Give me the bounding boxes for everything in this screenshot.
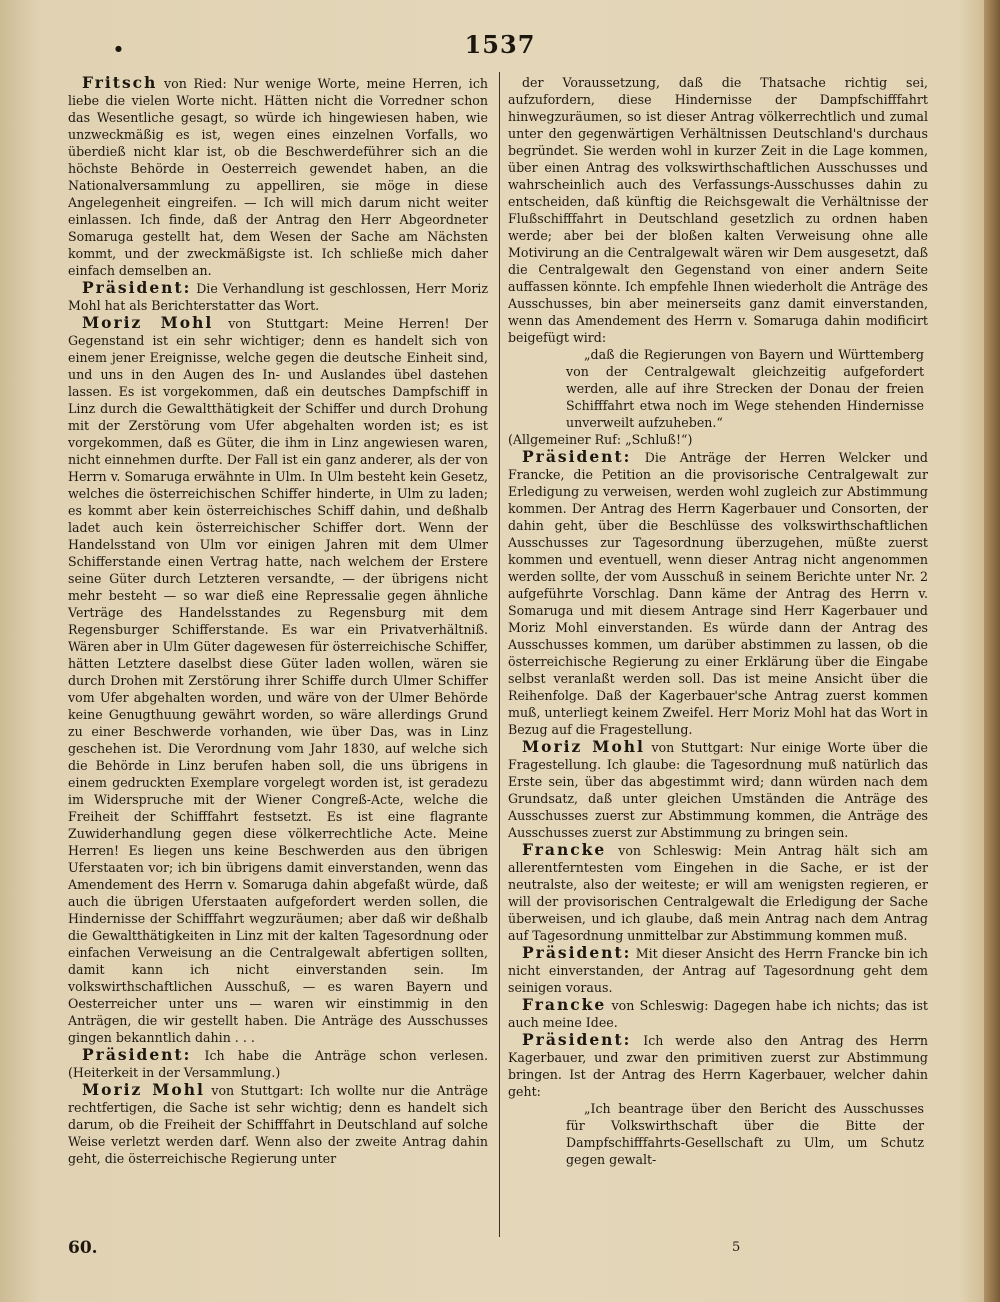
paragraph [508,944,928,996]
paragraph-text: „daß die Regierungen von Bayern und Württemberg von der Centralgewalt gleichzeitig aufgefordert werden, alle auf ihre Strecken der Donau der freien Schifffahrt etwa noch im Wege stehenden Hindernisse unverweilt aufzuheben.“ [566,347,924,430]
column-divider [499,72,500,1237]
speaker-name: Fritsch [82,73,158,92]
paragraph [68,314,488,1046]
paragraph [68,1046,488,1081]
paragraph-text: (Allgemeiner Ruf: „Schluß!“) [508,432,693,447]
paragraph [508,841,928,944]
paragraph [508,74,928,346]
signature-mark-right: 5 [732,1240,741,1255]
paragraph [508,448,928,738]
speaker-name: Präsident: [522,1030,632,1049]
paragraph [566,1100,924,1168]
paragraph [68,1081,488,1167]
paragraph-text: Ich werde also den Antrag des Herrn Kagerbauer, und zwar den primitiven zuerst zur Abstimmung bringen. Ist der Antrag des Herrn Kagerbauer, welcher dahin geht: [508,1033,928,1099]
paragraph-text: von Schleswig: Dagegen habe ich nichts; das ist auch meine Idee. [508,998,928,1030]
paragraph [566,346,924,431]
speaker-name: Moriz Mohl [82,1080,205,1099]
right-column [508,74,928,1168]
speaker-name: Präsident: [82,1045,192,1064]
paragraph-text: von Stuttgart: Meine Herren! Der Gegenstand ist ein sehr wichtiger; denn es handelt sich von einem jener Ereignisse, welche gegen die deutsche Einheit sind, und uns in den Augen des In- und Auslandes übel dastehen lassen. Es ist vorgekommen, daß ein deutsches Dampfschiff in Linz durch die Gewaltthätigkeit der Schiffer und durch Drohung mit der Zerstörung vom Ufer abgehalten worden ist; es ist vorgekommen, daß es Güter, die ihm in Linz angewiesen waren, nicht einnehmen durfte. Der Fall ist ein ganz anderer, als der von Herrn v. Somaruga erwähnte in Ulm. In Ulm besteht kein Gesetz, welches die österreichischen Schiffer hinderte, in Ulm zu laden; es kommt aber kein österreichisches Schiff dahin, und deßhalb ladet auch kein österreichischer Schiffer dort. Wenn der Handelsstand von Ulm vor einigen Jahren mit dem Ulmer Schifferstande einen Vertrag hatte, nach welchem der Erstere seine Güter durch Letzteren versandte, — der übrigens nicht mehr besteht — so war dieß eine Repressalie gegen ähnliche Verträge des Handelsstandes zu Regensburg mit dem Regensburger Schifferstande. Es war ein Privatverhältniß. Wären aber in Ulm Güter dagewesen für österreichische Schiffer, hätten Letztere daselbst diese Güter laden wollen, wären sie durch Drohen mit Zerstörung ihrer Schiffe durch Ulmer Schiffer vom Ufer abgehalten worden, und wäre von der Ulmer Behörde keine Genugthuung gewährt worden, so wäre allerdings Grund zu einer Beschwerde vorhanden, wie über Das, was in Linz geschehen ist. Die Verordnung vom Jahr 1830, auf welche sich die Behörde in Linz berufen haben soll, die uns übrigens in einem gedruckten Exemplare vorgelegt worden ist, ist geradezu im Widerspruche mit der Wiener Congreß-Acte, welche die Freiheit der Schifffahrt festsetzt. Es ist eine flagrante Zuwiderhandlung gegen diese völkerrechtliche Acte. Meine Herren! Es liegen uns keine Beschwerden aus den übrigen Uferstaaten vor; ich bin übrigens damit einverstanden, wenn das Amendement des Herrn v. Somaruga dahin abgefaßt würde, daß auch die übrigen Uferstaaten aufgefordert werden sollen, die Hindernisse der Schifffahrt wegzuräumen; aber daß wir deßhalb die Gewaltthätigkeiten in Linz mit der kalten Tagesordnung oder einfachen Verweisung an die Centralgewalt abfertigen sollten, damit kann ich nicht einverstanden sein. Im volkswirthschaftlichen Ausschuß, — es waren Bayern und Oesterreicher unter uns — waren wir einstimmig in den Anträgen, die wir gestellt haben. Die Anträge des Ausschusses gingen bekanntlich dahin . . . [68,316,488,1045]
paragraph [508,1031,928,1100]
book-spine-edge [984,0,1000,1302]
paragraph [68,279,488,314]
paragraph-text: Ich habe die Anträge schon verlesen. (Heiterkeit in der Versammlung.) [68,1048,488,1080]
page-number: 1537 [464,30,536,59]
paragraph-text: „Ich beantrage über den Bericht des Ausschusses für Volkswirthschaft über die Bitte der Dampfschifffahrts-Gesellschaft zu Ulm, um Schutz gegen gewalt- [566,1101,924,1167]
paragraph-text: Die Anträge der Herren Welcker und Francke, die Petition an die provisorische Centralgewalt zur Erledigung zu verweisen, werden wohl zugleich zur Abstimmung kommen. Der Antrag des Herrn Kagerbauer und Consorten, der dahin geht, über die Beschlüsse des volkswirthschaftlichen Ausschusses zur Tagesordnung überzugehen, müßte zuerst kommen und eventuell, wenn dieser Antrag nicht angenommen werden sollte, der vom Ausschuß in seinem Berichte unter Nr. 2 aufgeführte Vorschlag. Dann käme der Antrag des Herrn v. Somaruga und mit diesem Antrage sind Herr Kagerbauer und Moriz Mohl einverstanden. Es würde dann der Antrag des Ausschusses kommen, um darüber abstimmen zu lassen, ob die österreichische Regierung zu einer Erklärung über die Eingabe selbst veranlaßt werden soll. Das ist meine Ansicht über die Reihenfolge. Daß der Kagerbauer'sche Antrag zuerst kommen muß, unterliegt keinem Zweifel. Herr Moriz Mohl hat das Wort in Bezug auf die Fragestellung. [508,450,928,737]
left-column [68,74,488,1167]
speaker-name: Francke [522,995,607,1014]
paragraph-text: von Schleswig: Mein Antrag hält sich am allerentferntesten vom Eingehen in die Sache, er ist der neutralste, also der weiteste; er will am wenigsten regieren, er will der provisorischen Centralgewalt die Erledigung der Sache überweisen, und ich glaube, daß mein Antrag nach dem Antrag auf Tagesordnung unmittelbar zur Abstimmung kommen muß. [508,843,928,943]
paragraph-text: von Stuttgart: Ich wollte nur die Anträge rechtfertigen, die Sache ist sehr wichtig; denn es handelt sich darum, ob die Freiheit der Schifffahrt in Deutschland auf solche Weise verletzt werden darf. Wenn also der zweite Antrag dahin geht, die österreichische Regierung unter [68,1083,488,1166]
speaker-name: Präsident: [82,278,192,297]
margin-mark: ● [115,44,122,53]
paragraph [508,996,928,1031]
speaker-name: Präsident: [522,447,632,466]
speaker-name: Präsident: [522,943,632,962]
speaker-name: Moriz Mohl [82,313,214,332]
paragraph [68,74,488,279]
paragraph [508,431,928,448]
paragraph-text: Die Verhandlung ist geschlossen, Herr Moriz Mohl hat als Berichterstatter das Wort. [68,281,488,313]
signature-mark-left: 60. [68,1238,98,1258]
paragraph [508,738,928,841]
paragraph-text: von Ried: Nur wenige Worte, meine Herren, ich liebe die vielen Worte nicht. Hätten nicht die Vorredner schon das Wesentliche gesagt, so würde ich hingewiesen haben, wie unzweckmäßig es ist, wegen eines einzelnen Vorfalls, wo überdieß nicht klar ist, ob die Beschwerdeführer sich an die höchste Behörde in Oesterreich gewendet haben, an die Nationalversammlung zu appelliren, sie möge in diese Angelegenheit eingreifen. — Ich will mich darum nicht weiter einlassen. Ich finde, daß der Antrag den Herr Abgeordneter Somaruga gestellt hat, dem Wesen der Sache am Nächsten kommt, und der zweckmäßigste ist. Ich schließe mich daher einfach demselben an. [68,76,488,278]
speaker-name: Moriz Mohl [522,737,645,756]
paragraph-text: von Stuttgart: Nur einige Worte über die Fragestellung. Ich glaube: die Tagesordnung muß natürlich das Erste sein, über das abgestimmt wird; dann würden nach dem Grundsatz, daß unter gleichen Umständen die Anträge des Ausschusses zuerst zur Abstimmung kommen, die Anträge des Ausschusses zuerst zur Abstimmung zu bringen sein. [508,740,928,840]
speaker-name: Francke [522,840,607,859]
paragraph-text: Mit dieser Ansicht des Herrn Francke bin ich nicht einverstanden, der Antrag auf Tagesordnung geht dem seinigen voraus. [508,946,928,995]
paragraph-text: der Voraussetzung, daß die Thatsache richtig sei, aufzufordern, diese Hindernisse der Dampfschifffahrt hinwegzuräumen, so ist dieser Antrag völkerrechtlich und zumal unter den gegenwärtigen Verhältnissen Deutschland's durchaus begründet. Sie werden wohl in kurzer Zeit in die Lage kommen, über einen Antrag des volkswirthschaftlichen Ausschusses und wahrscheinlich auch des Verfassungs-Ausschusses dahin zu entscheiden, daß künftig die Reichsgewalt die Verhältnisse der Flußschifffahrt in Deutschland gesetzlich zu ordnen haben werde; aber bei der bloßen kalten Verweisung ohne alle Motivirung an die Centralgewalt wären wir Dem ausgesetzt, daß die Centralgewalt den Gegenstand von einer andern Seite auffassen könnte. Ich empfehle Ihnen wiederholt die Anträge des Ausschusses, bin aber meinerseits ganz damit einverstanden, wenn das Amendement des Herrn v. Somaruga dahin modificirt beigefügt wird: [508,75,928,345]
